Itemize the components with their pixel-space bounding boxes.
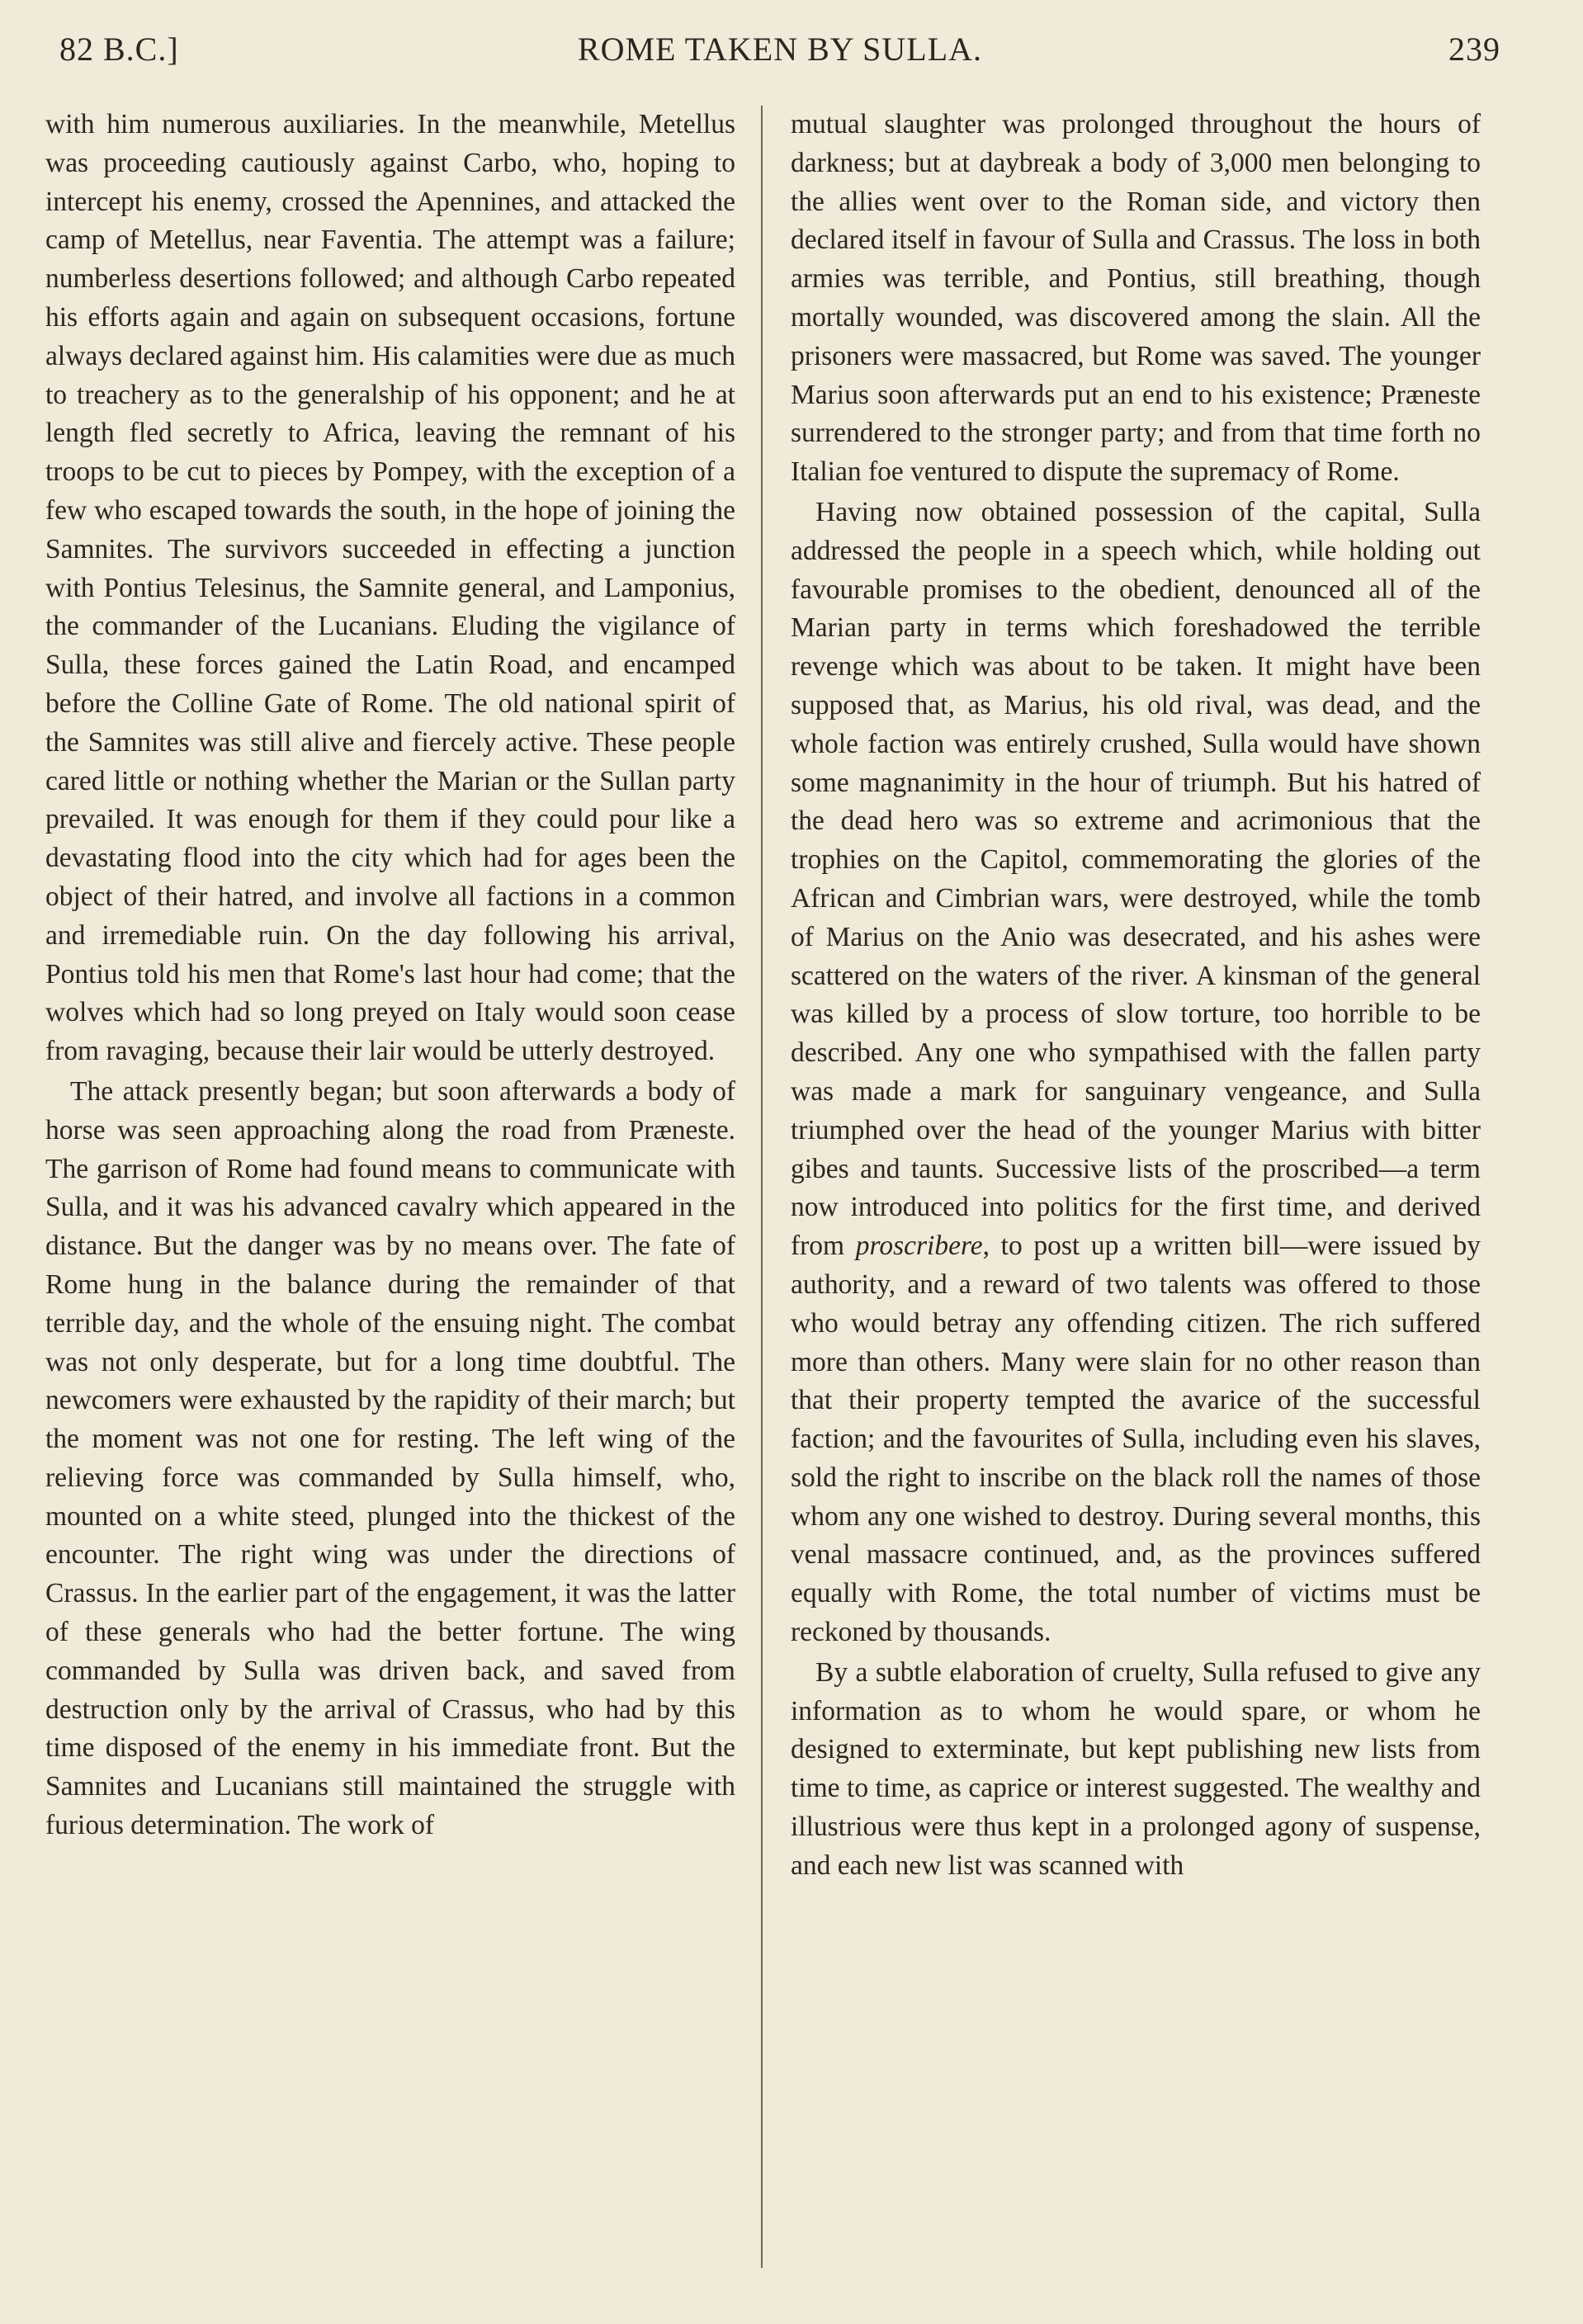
header-date: 82 B.C.] xyxy=(59,31,179,68)
column-divider xyxy=(761,106,763,2268)
right-paragraph-2-end: , to post up a written bill—were issued by authority, and a reward of two talents was offered to those who would betray any offending citizen. The rich suffered more than others. Many were slain for no other reason than that their property tempted the avarice of the successful faction; and the favourites of Sulla, including even his slaves, sold the right to inscribe on the black roll the names of those whom any one wished to destroy. During several months, this venal massacre continued, and, as the provinces suffered equally with Rome, the total number of victims must be reckoned by thousands. xyxy=(791,1230,1481,1648)
running-header xyxy=(59,30,1500,87)
right-paragraph-3: By a subtle elaboration of cruelty, Sulla refused to give any information as to whom he would spare, or whom he designed to exterminate, but kept publishing new lists from time to time, as caprice or interest suggested. The wealthy and illustrious were thus kept in a prolonged agony of suspense, and each new list was scanned with xyxy=(791,1656,1481,1881)
right-paragraph-1: mutual slaughter was prolonged throughout the hours of darkness; but at daybreak a body of 3,000 men belonging to the allies went over to the Roman side, and victory then declared itself in favour of Sulla and Crassus. The loss in both armies was terrible, and Pontius, still breathing, though mortally wounded, was discovered among the slain. All the prisoners were massacred, but Rome was saved. The younger Marius soon afterwards put an end to his existence; Præneste surrendered to the stronger party; and from that time forth no Italian foe ventured to dispute the supremacy of Rome. xyxy=(791,109,1481,488)
left-paragraph-1: with him numerous auxiliaries. In the meanwhile, Metellus was proceeding cautiously against Carbo, who, hoping to intercept his enemy, crossed the Apennines, and attacked the camp of Metellus, near Faventia. The attempt was a failure; numberless desertions followed; and although Carbo repeated his efforts again and again on subsequent occasions, fortune always declared against him. His calamities were due as much to treachery as to the generalship of his opponent; and he at length fled secretly to Africa, leaving the remnant of his troops to be cut to pieces by Pompey, with the exception of a few who escaped towards the south, in the hope of joining the Samnites. The survivors succeeded in effecting a junction with Pontius Telesinus, the Samnite general, and Lamponius, the commander of the Lucanians. Eluding the vigilance of Sulla, these forces gained the Latin Road, and encamped before the Colline Gate of Rome. The old national spirit of the Samnites was still alive and fiercely active. These people cared little or nothing whether the Marian or the Sullan party prevailed. It was enough for them if they could pour like a devastating flood into the city which had for ages been the object of their hatred, and involve all factions in a common and irremediable ruin. On the day following his arrival, Pontius told his men that Rome's last hour had come; that the wolves which had so long preyed on Italy would soon cease from ravaging, because their lair would be utterly destroyed. xyxy=(45,109,735,1067)
left-column xyxy=(45,106,735,1845)
page-number: 239 xyxy=(1448,31,1500,68)
right-column xyxy=(791,106,1481,1886)
right-paragraph-2 xyxy=(791,494,1481,1652)
proscribere-term: proscribere xyxy=(855,1230,983,1262)
right-paragraph-2-text: Having now obtained possession of the capital, Sulla addressed the people in a speech which, while holding out favourable promises to the obedient, denounced all of the Marian party in terms which foreshadowed the terrible revenge which was about to be taken. It might have been supposed that, as Marius, his old rival, was dead, and the whole faction was entirely crushed, Sulla would have shown some magnanimity in the hour of triumph. But his hatred of the dead hero was so extreme and acrimonious that the trophies on the Capitol, commemorating the glories of the African and Cimbrian wars, were destroyed, while the tomb of Marius on the Anio was desecrated, and his ashes were scattered on the waters of the river. A kinsman of the general was killed by a process of slow torture, too horrible to be described. Any one who sympathised with the fallen party was made a mark for sanguinary vengeance, and Sulla triumphed over the head of the younger Marius with bitter gibes and taunts. Successive lists of the proscribed—a term now introduced into politics for the first time, and derived from xyxy=(791,496,1481,1262)
header-title: ROME TAKEN BY SULLA. xyxy=(577,31,983,68)
left-paragraph-2: The attack presently began; but soon afterwards a body of horse was seen approaching along the road from Præneste. The garrison of Rome had found means to communicate with Sulla, and it was his advanced cavalry which appeared in the distance. But the danger was by no means over. The fate of Rome hung in the balance during the remainder of that terrible day, and the whole of the ensuing night. The combat was not only desperate, but for a long time doubtful. The newcomers were exhausted by the rapidity of their march; but the moment was not one for resting. The left wing of the relieving force was commanded by Sulla himself, who, mounted on a white steed, plunged into the thickest of the encounter. The right wing was under the directions of Crassus. In the earlier part of the engagement, it was the latter of these generals who had the better fortune. The wing commanded by Sulla was driven back, and saved from destruction only by the arrival of Crassus, who had by this time disposed of the enemy in his immediate front. But the Samnites and Lucanians still maintained the struggle with furious determination. The work of xyxy=(45,1075,735,1841)
